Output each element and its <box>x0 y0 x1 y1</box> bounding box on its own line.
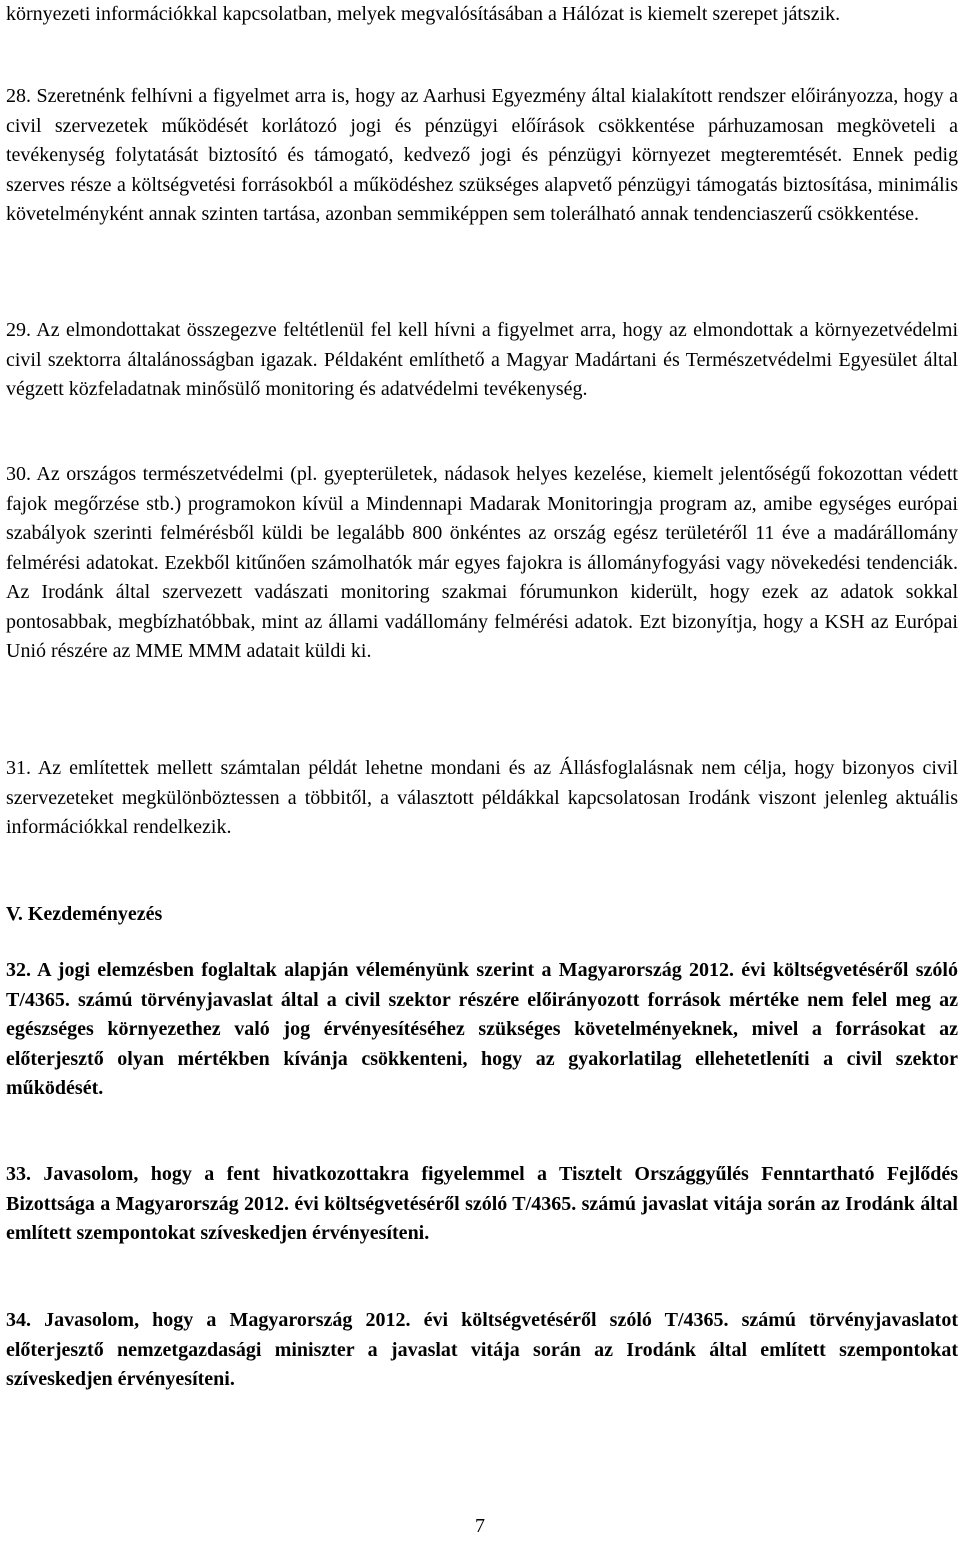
paragraph-text: 33. Javasolom, hogy a fent hivatkozottakra figyelemmel a Tisztelt Országgyűlés Fenntartható Fejlődés Bizottsága a Magyarország 2012. évi költségvetéséről szóló T/4365. számú javaslat vitája során az Irodánk által említett szempontokat szíveskedjen érvényesíteni. <box>6 1163 958 1244</box>
paragraph-text: 32. A jogi elemzésben foglaltak alapján véleményünk szerint a Magyarország 2012. évi költségvetéséről szóló T/4365. számú törvényjavaslat által a civil szektor részére előirányozott források mértéke nem felel meg az egészséges környezethez való jog érvényesítéséhez szükséges követelményeknek, mivel a forrásokat az előterjesztő olyan mértékben kívánja csökkenteni, hogy az gyakorlatilag ellehetetleníti a civil szektor működését. <box>6 959 958 1099</box>
section-heading: V. Kezdeményezés <box>6 903 163 925</box>
paragraph-text: Ennek pedig szerves része a költségvetési forrásokból a működéshez szükséges alapvető pénzügyi támogatás biztosítása, minimális követelményként annak szinten tartása, azonban semmiképpen sem tolerálható annak tendenciaszerű csökkentése. <box>6 144 959 225</box>
paragraph-text: 31. Az említettek mellett számtalan példát lehetne mondani és az Állásfoglalásnak nem célja, hogy bizonyos civil szervezeteket megkülönböztessen a többitől, a választott példákkal kapcsolatosan Irodánk viszont jelenleg aktuális információkkal rendelkezik. <box>6 757 958 838</box>
paragraph-text: 29. Az elmondottakat összegezve feltétlenül fel kell hívni a figyelmet arra, hogy az elmondottak a környezetvédelmi civil szektorra általánosságban igazak. Példaként említhető a Magyar Madártani és Természetvédelmi Egyesület által végzett közfeladatnak minősülő monitoring és adatvédelmi tevékenység. <box>6 319 958 400</box>
paragraph-text: 30. Az országos természetvédelmi (pl. gyepterületek, nádasok helyes kezelése, kiemelt jelentőségű fokozottan védett fajok megőrzése stb.) programokon kívül a Mindennapi Madarak Monitoringja program az, amibe egységes európai szabályok szerinti felmérésből küldi be legalább 800 önkéntes az ország egész területéről 11 éve a madárállomány felmérési adatokat. Ezekből kitűnően számolhatók már egyes fajokra is állományfogyási vagy növekedési tendenciák. Az Irodánk által szervezett vadászati monitoring szakmai fórumunkon kiderült, hogy ezek az adatok sokkal pontosabbak, megbízhatóbbak, mint az állami vadállomány felmérési adatok. Ezt bizonyítja, hogy a KSH az Európai Unió részére az MME MMM adatait küldi ki. <box>6 463 958 662</box>
paragraph-text: környezeti információkkal kapcsolatban, melyek megvalósításában a Hálózat is kiemelt szerepet játszik. <box>6 3 841 25</box>
paragraph-text: 28. Szeretnénk felhívni a figyelmet arra is, hogy az Aarhusi Egyezmény által kialakított rendszer előirányozza, hogy a civil szervezetek működését korlátozó jogi és pénzügyi előírások csökkentése párhuzamosan megköveteli a tevékenység folytatását biztosító és támogató, kedvező jogi és pénzügyi környezet megteremtését. <box>6 85 958 166</box>
paragraph-33 <box>6 1160 958 1249</box>
page-number: 7 <box>475 1515 485 1537</box>
paragraph-30 <box>6 460 958 667</box>
paragraph-28 <box>6 82 958 230</box>
paragraph-32 <box>6 956 958 1104</box>
paragraph-text: 34. Javasolom, hogy a Magyarország 2012. évi költségvetéséről szóló T/4365. számú törvényjavaslatot előterjesztő nemzetgazdasági miniszter a javaslat vitája során az Irodánk által említett szempontokat szíveskedjen érvényesíteni. <box>6 1309 958 1390</box>
paragraph-29 <box>6 316 958 405</box>
paragraph-34 <box>6 1306 958 1395</box>
paragraph-27-continuation <box>6 0 958 30</box>
paragraph-31 <box>6 754 958 843</box>
